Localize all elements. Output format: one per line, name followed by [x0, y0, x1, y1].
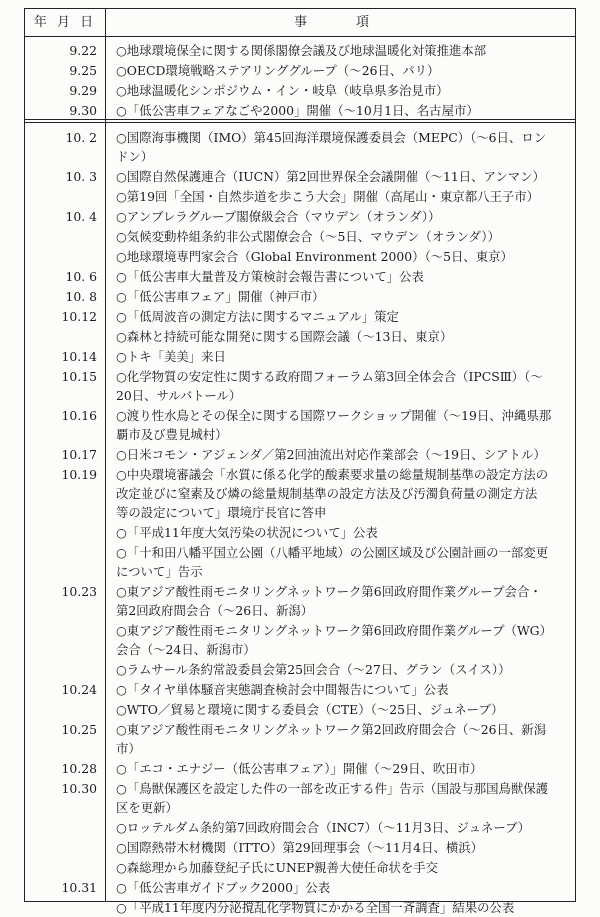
row-date: 10.12	[61, 309, 97, 324]
row-text: ○「低周波音の測定方法に関するマニュアル」策定	[116, 309, 399, 324]
row-text: ○化学物質の安定性に関する政府間フォーラム第3回全体会合（IPCSⅢ）（～	[116, 369, 543, 384]
row-text: ○ロッテルダム条約第7回政府間会合（INC7）（～11月3日、ジュネーブ）	[116, 820, 531, 835]
row-text: ○「十和田八幡平国立公園（八幡平地域）の公園区域及び公園計画の一部変更	[116, 545, 549, 560]
table-row	[25, 81, 575, 100]
row-text: ○「低公害車ガイドブック2000」公表	[116, 880, 331, 895]
header-date: 年 月 日	[33, 15, 97, 30]
row-text: 市）	[116, 741, 141, 756]
row-text: ○「低公害車フェア」開催（神戸市）	[116, 289, 325, 304]
row-date: 10.31	[61, 880, 97, 895]
row-text: について」告示	[116, 564, 203, 579]
table-row	[25, 267, 575, 286]
row-text: ○国際海事機関（IMO）第45回海洋環境保護委員会（MEPC）（～6日、ロン	[116, 130, 547, 145]
table-row	[25, 582, 575, 620]
row-text: ○渡り性水鳥とその保全に関する国際ワークショップ開催（～19日、沖縄県那	[116, 408, 552, 423]
table-row	[25, 128, 575, 166]
table-row	[25, 759, 575, 778]
row-text: ○「タイヤ単体騒音実態調査検討会中間報告について」公表	[116, 682, 449, 697]
table-row	[25, 720, 575, 758]
table-row	[25, 818, 575, 837]
table-row	[25, 523, 575, 542]
row-text: ○「低公害車フェアなごや2000」開催（～10月1日、名古屋市）	[116, 103, 479, 118]
row-date: 9.25	[69, 63, 97, 78]
table-row	[25, 347, 575, 366]
row-text: ○「低公害車大量普及方策検討会報告書について」公表	[116, 269, 424, 284]
row-date: 10. 6	[65, 269, 97, 284]
row-date: 10.19	[61, 467, 97, 482]
row-text: ○「鳥獣保護区を設定した件の一部を改正する件」告示（国設与那国鳥獣保護	[116, 781, 549, 796]
table-row	[25, 660, 575, 679]
row-text: 覇市及び豊見城村）	[116, 427, 228, 442]
table-row	[25, 878, 575, 897]
row-text: ○WTO／貿易と環境に関する委員会（CTE）（～25日、ジュネーブ）	[116, 702, 504, 717]
table-row	[25, 287, 575, 306]
table-row	[25, 465, 575, 522]
table-row	[25, 621, 575, 659]
row-text: 会合（～24日、新潟市）	[116, 642, 256, 657]
table-header	[25, 9, 575, 37]
row-text: ○国際熱帯木材機関（ITTO）第29回理事会（～11月4日、横浜）	[116, 840, 484, 855]
row-text: 改定並びに窒素及び燐の総量規制基準の設定方法及び汚濁負荷量の測定方法	[116, 486, 538, 501]
row-date: 10.14	[61, 349, 97, 364]
row-text: ○森総理から加藤登紀子氏にUNEP親善大使任命状を手交	[116, 860, 439, 875]
row-date: 9.30	[69, 103, 97, 118]
table-row	[25, 680, 575, 699]
table-row	[25, 61, 575, 80]
row-text: ○「エコ・エナジー（低公害車フェア）」開催（～29日、吹田市）	[116, 761, 483, 776]
row-text: ○東アジア酸性雨モニタリングネットワーク第6回政府間作業グループ会合・	[116, 584, 542, 599]
row-date: 10.15	[61, 369, 97, 384]
row-date: 10. 4	[65, 209, 97, 224]
row-text: 区を更新）	[116, 800, 178, 815]
row-text: ○「平成11年度大気汚染の状況について」公表	[116, 525, 378, 540]
table-row	[25, 187, 575, 206]
table-row	[25, 858, 575, 877]
row-date: 10. 8	[65, 289, 97, 304]
row-text: 第2回政府間会合（～26日、新潟）	[116, 603, 314, 618]
table-row	[25, 898, 575, 917]
table-row	[25, 101, 575, 120]
row-text: ○トキ「美美」来日	[116, 349, 226, 364]
row-date: 9.22	[69, 43, 97, 58]
table-row	[25, 207, 575, 226]
table-row	[25, 247, 575, 266]
table-row	[25, 327, 575, 346]
row-text: ○地球温暖化シンポジウム・イン・岐阜（岐阜県多治見市）	[116, 83, 449, 98]
row-text: ○東アジア酸性雨モニタリングネットワーク第2回政府間会合（～26日、新潟	[116, 722, 547, 737]
row-text: ドン）	[116, 149, 154, 164]
row-date: 10. 2	[65, 130, 97, 145]
table-row	[25, 367, 575, 405]
header-item: 事 項	[293, 15, 387, 30]
row-text: ○「平成11年度内分泌撹乱化学物質にかかる全国一斉調査」結果の公表	[116, 900, 515, 915]
row-text: ○国際自然保護連合（IUCN）第2回世界保全会議開催（～11日、アンマン）	[116, 169, 545, 184]
row-date: 10.24	[61, 682, 97, 697]
table-row	[25, 838, 575, 857]
table-row	[25, 700, 575, 719]
row-text: 20日、サルバトール）	[116, 388, 242, 403]
row-date: 9.29	[69, 83, 97, 98]
row-text: ○ラムサール条約常設委員会第25回会合（～27日、グラン（スイス））	[116, 662, 511, 677]
table-row	[25, 406, 575, 444]
row-text: ○OECD環境戦略ステアリンググループ（～26日、パリ）	[116, 63, 440, 78]
row-text: ○気候変動枠組条約非公式閣僚会合（～5日、マウデン（オランダ））	[116, 229, 500, 244]
row-text: ○東アジア酸性雨モニタリングネットワーク第6回政府間作業グループ（WG）	[116, 623, 552, 638]
row-text: ○地球環境専門家会合（Global Environment 2000）（～5日、東京）	[116, 249, 513, 264]
table-row	[25, 41, 575, 60]
table-row	[25, 167, 575, 186]
row-date: 10.28	[61, 761, 97, 776]
row-text: ○第19回「全国・自然歩道を歩こう大会」開催（高尾山・東京都八王子市）	[116, 189, 540, 204]
row-date: 10.23	[61, 584, 97, 599]
row-date: 10.25	[61, 722, 97, 737]
month-separator-2	[25, 122, 575, 123]
chronology-table	[24, 8, 576, 915]
table-row	[25, 779, 575, 817]
row-date: 10.30	[61, 781, 97, 796]
row-text: ○中央環境審議会「水質に係る化学的酸素要求量の総量規制基準の設定方法の	[116, 467, 549, 482]
row-date: 10. 3	[65, 169, 97, 184]
row-text: ○森林と持続可能な開発に関する国際会議（～13日、東京）	[116, 329, 453, 344]
row-text: 等の設定について」環境庁長官に答申	[116, 505, 327, 520]
row-text: ○日米コモン・アジェンダ／第2回油流出対応作業部会（～19日、シアトル）	[116, 447, 546, 462]
row-date: 10.17	[61, 447, 97, 462]
row-text: ○地球環境保全に関する関係閣僚会議及び地球温暖化対策推進本部	[116, 43, 487, 58]
table-row	[25, 307, 575, 326]
row-date: 10.16	[61, 408, 97, 423]
row-text: ○アンブレラグループ閣僚級会合（マウデン（オランダ））	[116, 209, 441, 224]
table-row	[25, 543, 575, 581]
table-row	[25, 227, 575, 246]
table-row	[25, 445, 575, 464]
